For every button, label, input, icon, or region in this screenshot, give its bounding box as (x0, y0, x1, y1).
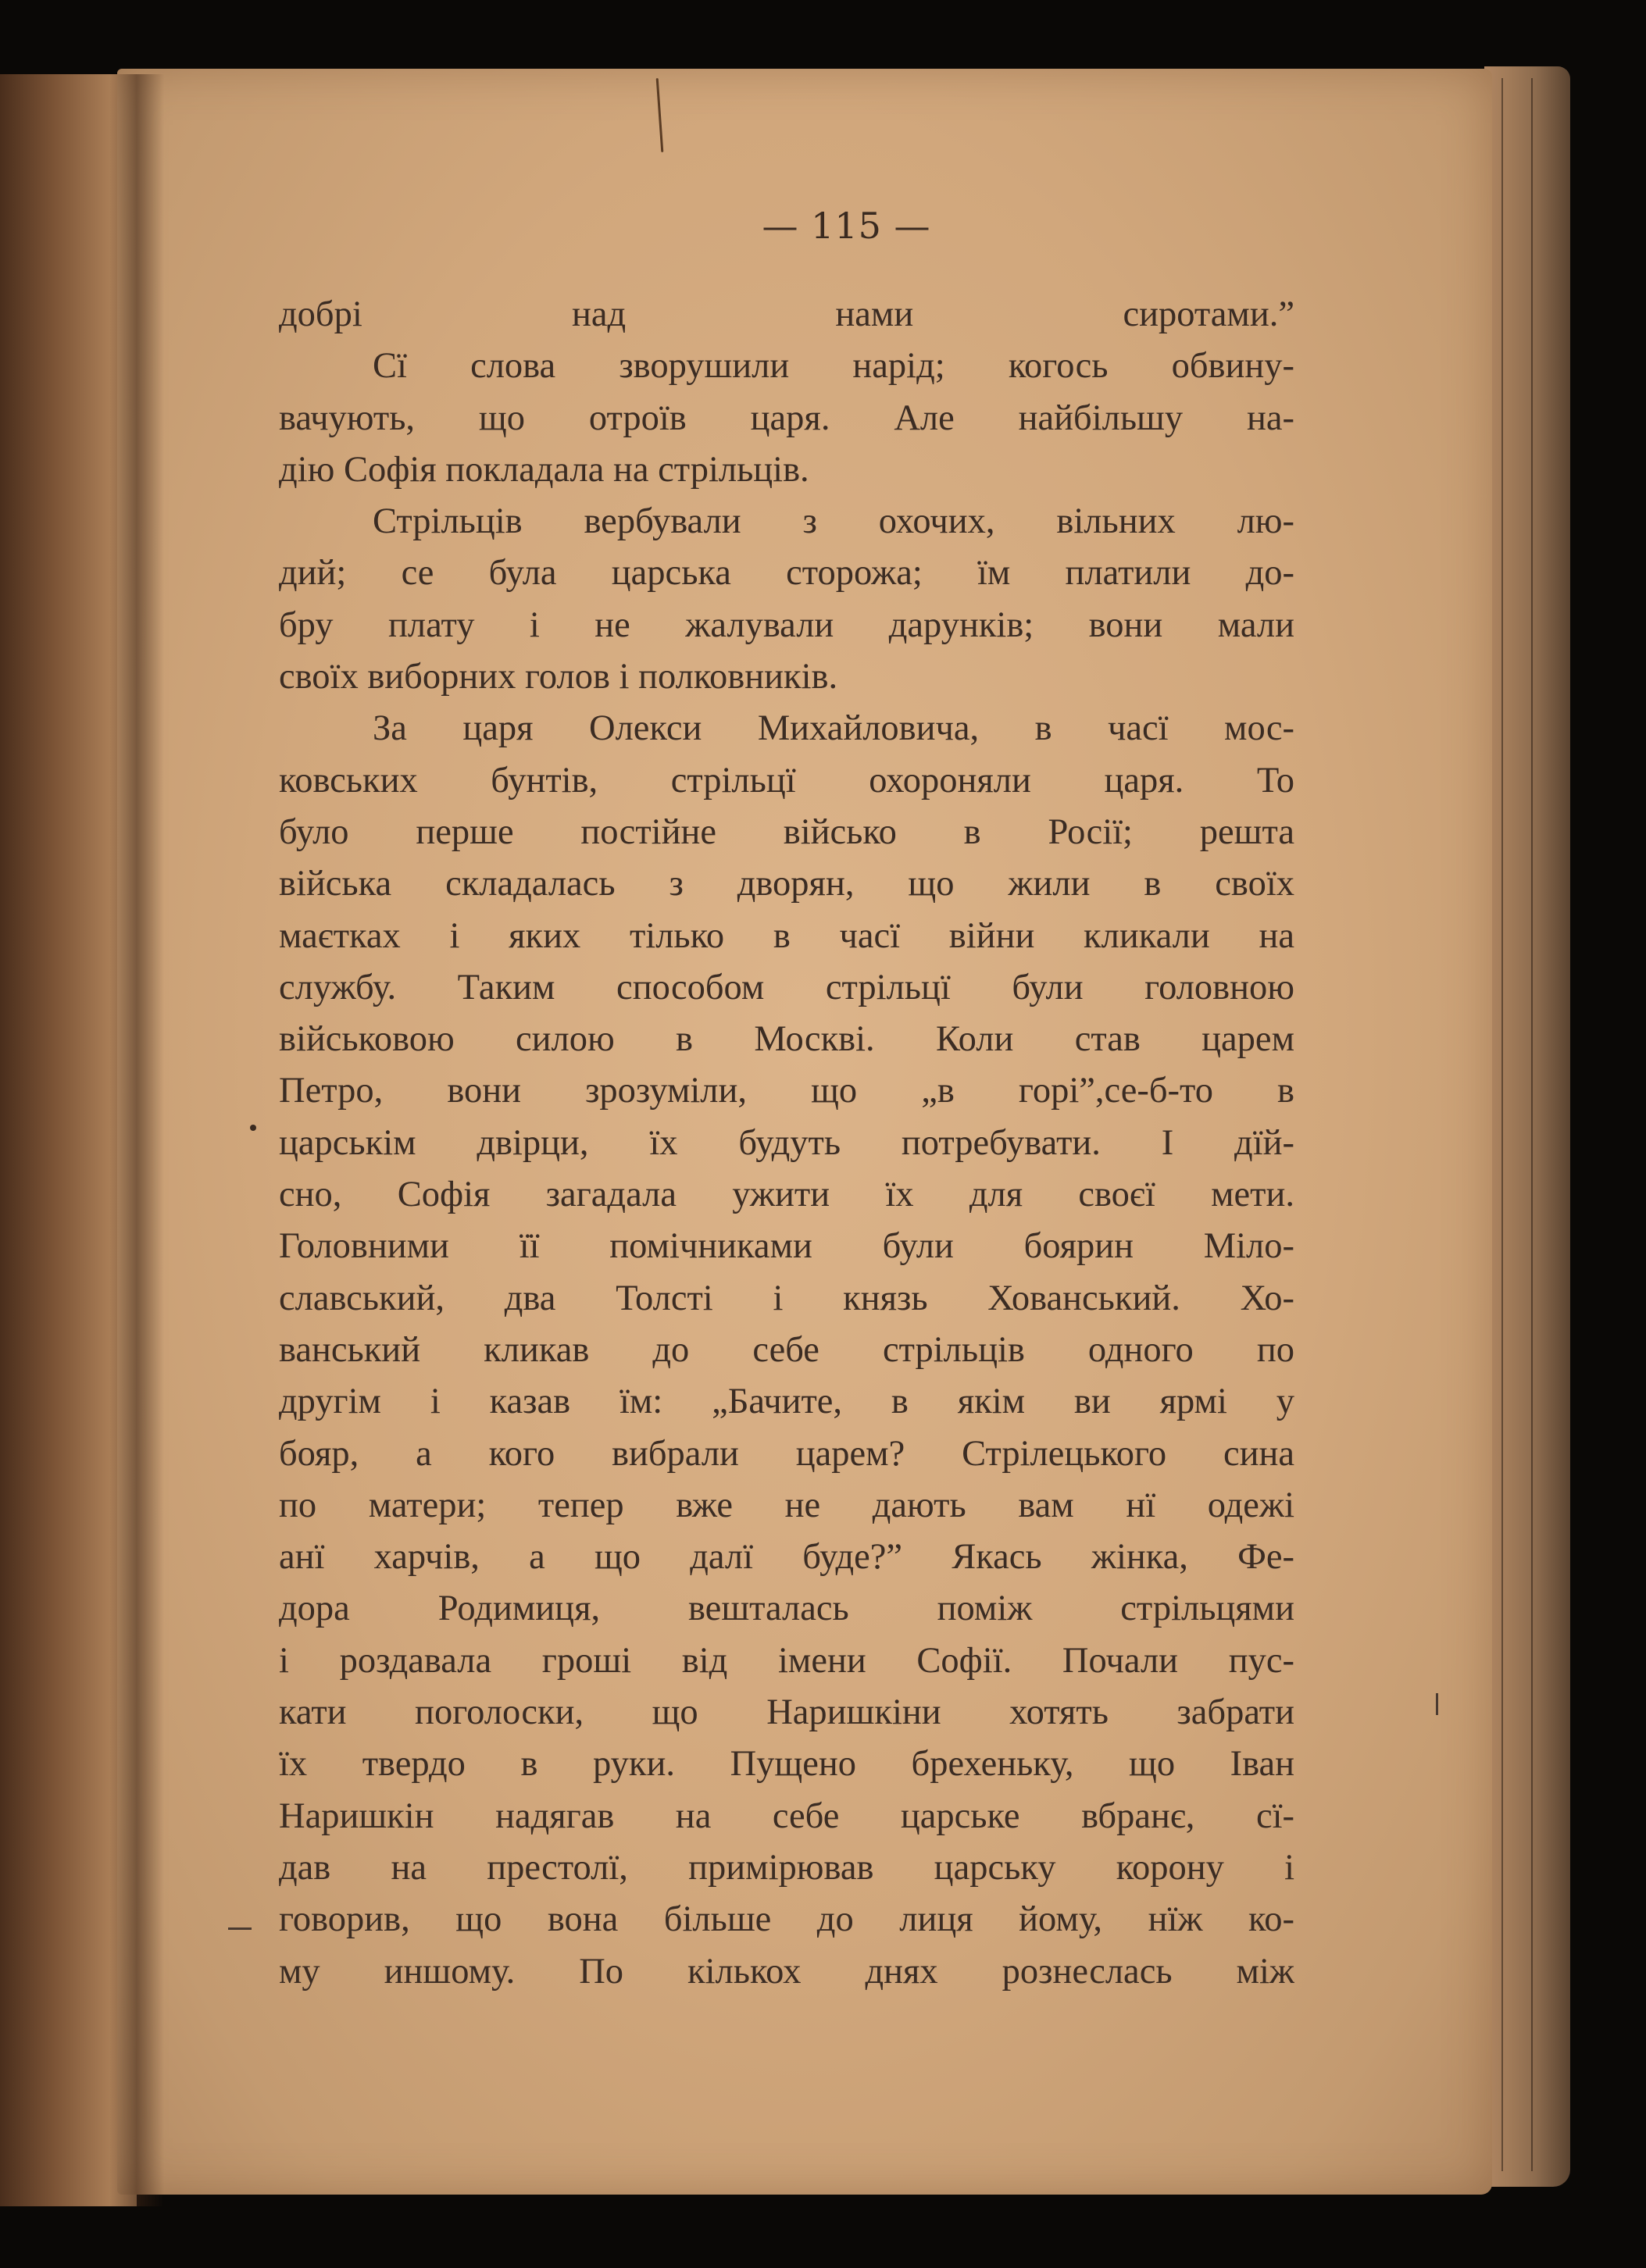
text-line: маєтках і яких тілько в часї війни кликали на (279, 915, 1294, 956)
text-line: війська складалась з дворян, що жили в своїх (279, 864, 1294, 904)
text-line: ванський кликав до себе стрільців одного по (279, 1329, 1294, 1370)
margin-dot (250, 1125, 256, 1131)
text-line: му иншому. По кількох днях рознеслась між (279, 1951, 1294, 1992)
text-line: ковських бунтів, стрільцї охороняли царя. То (279, 760, 1294, 801)
text-line: Сї слова зворушили нарід; когось обвину- (373, 346, 1294, 387)
text-line: дію Софія покладала на стрільців. (279, 449, 809, 490)
text-line: своїх виборних голов і полковників. (279, 657, 838, 697)
text-line: і роздавала гроші від імени Софії. Почали пус- (279, 1640, 1294, 1681)
text-line: їх твердо в руки. Пущено брехеньку, що Іван (279, 1744, 1294, 1785)
text-line: дав на престолї, примірював царську корону і (279, 1847, 1294, 1888)
text-line: сно, Софія загадала ужити їх для своєї мети. (279, 1175, 1294, 1215)
text-line: було перше постійне військо в Росії; решта (279, 811, 1294, 852)
text-line: анї харчів, а що далї буде?” Якась жінка, Фе- (279, 1537, 1294, 1578)
margin-tick (1436, 1693, 1438, 1715)
text-line: Головними її помічниками були боярин Міло- (279, 1226, 1294, 1267)
text-line: славський, два Толсті і князь Хованський. Хо- (279, 1278, 1294, 1318)
page-number: — 115 — (762, 205, 931, 247)
margin-dash (228, 1927, 252, 1930)
text-line: царськім двірци, їх будуть потребувати. І дїй- (279, 1122, 1294, 1163)
text-line: бру плату і не жалували дарунків; вони мали (279, 604, 1294, 645)
text-line: службу. Таким способом стрільцї були головною (279, 967, 1294, 1007)
text-line: кати поголоски, що Наришкіни хотять забрати (279, 1692, 1294, 1733)
gutter-shadow (109, 74, 164, 2206)
page-stack-edge (1484, 66, 1570, 2187)
text-line: дий; се була царська сторожа; їм платили до- (279, 553, 1294, 594)
text-line: по матери; тепер вже не дають вам нї одежі (279, 1485, 1294, 1525)
text-line: дора Родимиця, вешталась поміж стрільцями (279, 1589, 1294, 1629)
text-line: військовою силою в Москві. Коли став царем (279, 1019, 1294, 1060)
text-line: Петро, вони зрозуміли, що „в горі”,се-б-то в (279, 1071, 1294, 1111)
text-line: Наришкін надягав на себе царське вбранє, сї- (279, 1796, 1294, 1836)
page-edge-line (1531, 78, 1533, 2171)
body-text (279, 289, 1294, 1998)
text-line: другім і казав їм: „Бачите, в якім ви ярмі у (279, 1382, 1294, 1422)
text-line: Стрільців вербували з охочих, вільних лю- (373, 501, 1294, 542)
text-line: говорив, що вона більше до лиця йому, нїж ко- (279, 1899, 1294, 1940)
text-line: вачують, що отроїв царя. Але найбільшу на- (279, 398, 1294, 438)
text-line: добрі над нами сиротами.” (279, 294, 1294, 334)
page-edge-line (1501, 78, 1503, 2171)
text-line: За царя Олекси Михайловича, в часї мос- (373, 708, 1294, 749)
text-line: бояр, а кого вибрали царем? Стрілецького сина (279, 1433, 1294, 1474)
